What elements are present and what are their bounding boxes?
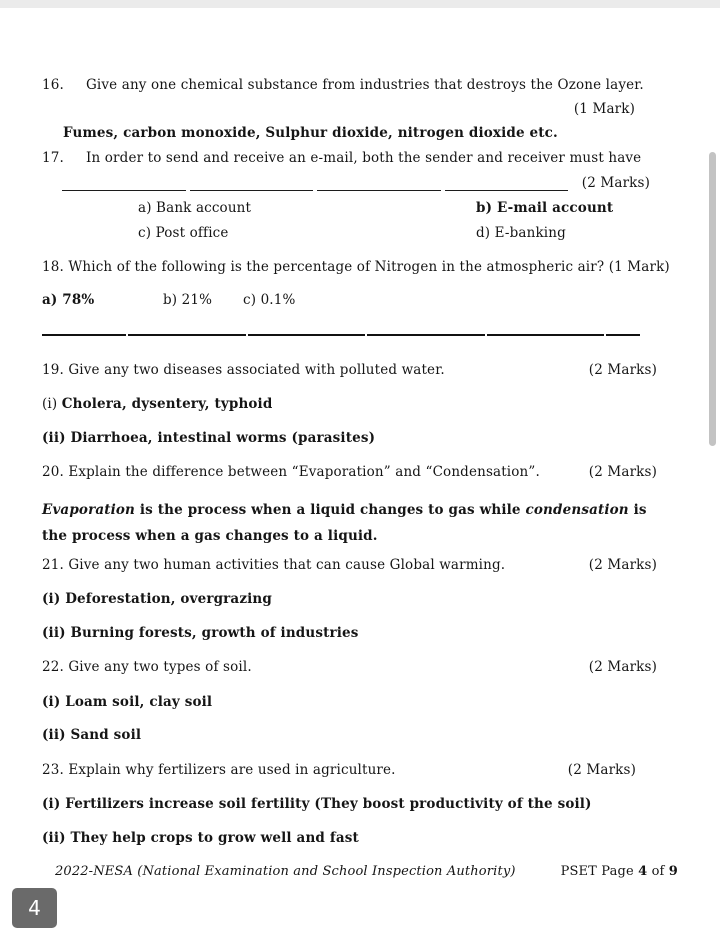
answer-italic-word: Evaporation [42,502,136,518]
question-16-marks: (1 Mark) [573,101,635,117]
answer-text: is the process when a liquid changes to gas while [135,502,526,518]
question-23-answer-2: (ii) They help crops to grow well and fast [42,830,359,846]
question-19-answer-2: (ii) Diarrhoea, intestinal worms (parasites) [42,430,376,446]
option-a: a) Bank account [138,200,252,216]
answer-blank-line [62,178,568,191]
question-18-options [42,292,642,309]
option-c: c) 0.1% [243,292,296,308]
question-21-answer-1: (i) Deforestation, overgrazing [42,591,272,607]
answer-text: Cholera, dysentery, typhoid [61,396,273,412]
footer-page-total: 9 [668,864,678,879]
question-17-marks: (2 Marks) [581,175,650,191]
page-number-badge [12,888,57,928]
question-17 [42,150,657,167]
question-17-number: 17. [42,150,64,166]
viewer-topbar [0,0,720,8]
question-16-answer: Fumes, carbon monoxide, Sulphur dioxide, nitrogen dioxide etc. [63,125,558,141]
answer-label: (i) [42,396,62,412]
question-21-text: 21. Give any two human activities that can cause Global warming. [42,557,506,573]
question-19-marks: (2 Marks) [588,362,657,378]
question-16 [42,77,657,94]
answer-italic-word: condensation [525,502,629,518]
footer-page-number: 4 [638,864,648,879]
question-23-marks: (2 Marks) [567,762,636,778]
answer-text: is the process when a gas changes to a liquid. [42,502,647,544]
footer-document-title: 2022-NESA (National Examination and School Inspection Authority) [55,864,516,879]
question-20-marks: (2 Marks) [588,464,657,480]
question-23 [42,762,657,779]
option-d: d) E-banking [476,225,566,241]
question-19-text: 19. Give any two diseases associated with polluted water. [42,362,445,378]
option-b: b) 21% [163,292,213,308]
page-number-badge-label: 4 [28,896,41,920]
question-23-text: 23. Explain why fertilizers are used in agriculture. [42,762,396,778]
option-b: b) E-mail account [476,200,614,216]
question-20-answer [42,498,657,549]
question-22-answer-1: (i) Loam soil, clay soil [42,694,213,710]
question-23-answer-1: (i) Fertilizers increase soil fertility (They boost productivity of the soil) [42,796,592,812]
question-16-text: Give any one chemical substance from industries that destroys the Ozone layer. [86,77,644,93]
option-c: c) Post office [138,225,229,241]
question-19-answer-1 [42,396,272,413]
footer-page-indicator [561,863,678,880]
footer-of: of [647,864,669,879]
question-22 [42,659,657,676]
answer-rule [42,330,640,336]
question-17-options-row2 [138,225,720,242]
question-22-text: 22. Give any two types of soil. [42,659,252,675]
question-21-marks: (2 Marks) [588,557,657,573]
question-18-text: 18. Which of the following is the percentage of Nitrogen in the atmospheric air? (1 Mark) [42,259,670,275]
question-21-answer-2: (ii) Burning forests, growth of industries [42,625,359,641]
scrollbar-thumb[interactable] [709,152,716,446]
question-17-text: In order to send and receive an e-mail, both the sender and receiver must have [86,150,642,166]
question-17-blank-line [62,178,656,191]
question-19 [42,362,657,379]
question-16-number: 16. [42,77,64,93]
question-21 [42,557,657,574]
question-17-options-row1 [138,200,720,217]
question-20-text: 20. Explain the difference between “Evaporation” and “Condensation”. [42,464,540,480]
question-20 [42,464,657,481]
question-22-answer-2: (ii) Sand soil [42,727,142,743]
question-22-marks: (2 Marks) [588,659,657,675]
footer-page-prefix: PSET Page [560,864,639,879]
option-a: a) 78% [42,292,95,308]
